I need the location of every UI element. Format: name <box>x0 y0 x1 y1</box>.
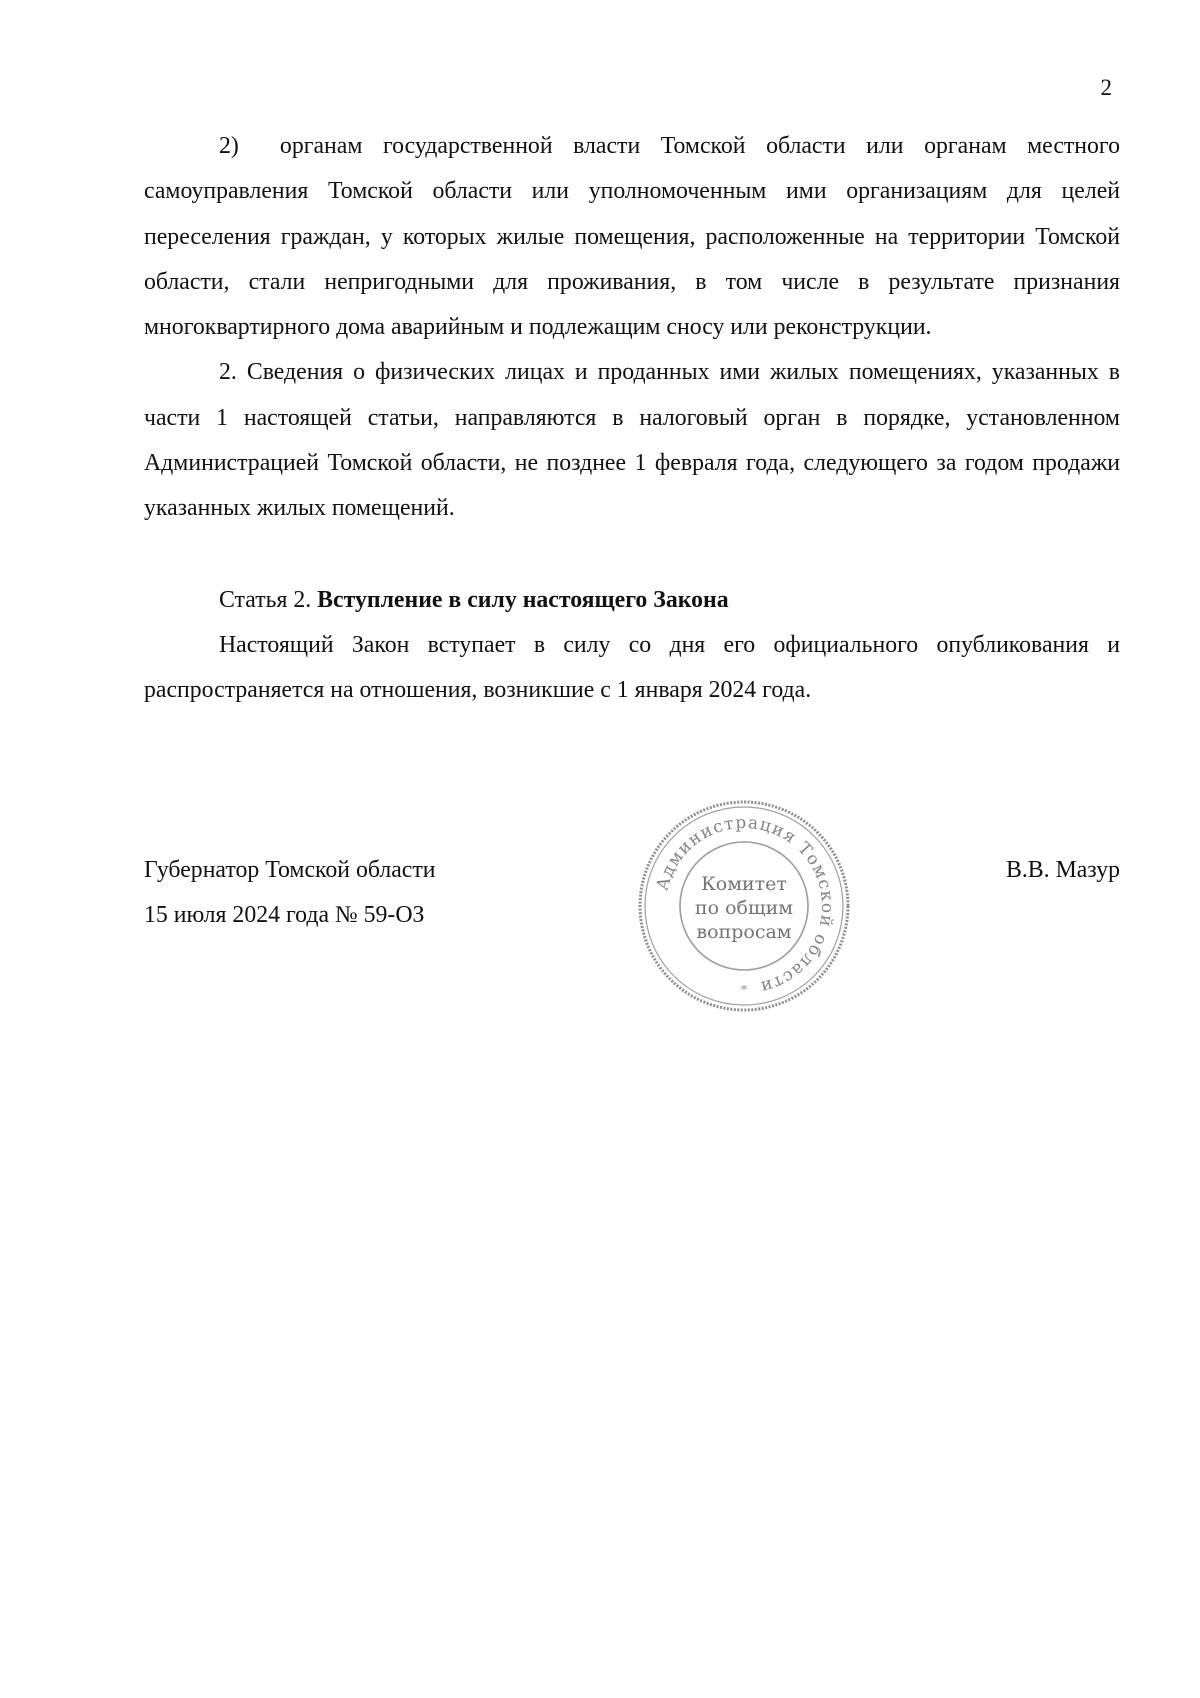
article-2-text: Настоящий Закон вступает в силу со дня его официального опубликования и распространяется на отношения, возникшие с 1 января 2024 года. <box>144 631 1120 704</box>
stamp-center-line-3: вопросам <box>696 921 792 943</box>
signature-left <box>144 848 436 938</box>
stamp-center-line-2: по общим <box>694 897 794 919</box>
section-spacer <box>144 532 1120 578</box>
article-2-title: Вступление в силу настоящего Закона <box>317 586 729 613</box>
stamp-center-line-1: Комитет <box>701 873 787 895</box>
page-number: 2 <box>1100 75 1112 100</box>
stamp-ring-text: Администрация Томской области <box>652 812 838 998</box>
law-date-number: 15 июля 2024 года № 59-ОЗ <box>144 902 425 928</box>
document-body <box>144 124 1120 714</box>
stamp-star-icon: * <box>740 983 748 998</box>
governor-position: Губернатор Томской области <box>144 857 436 883</box>
paragraph-part-2: 2. Сведения о физических лицах и проданных ими жилых помещениях, указанных в части 1 настоящей статьи, направляются в налоговый орган в порядке, установленном Администрацией Томской области, не позднее 1 февраля года, следующего за годом продажи указанных жилых помещений. <box>144 359 1120 522</box>
article-2-heading <box>144 578 1120 623</box>
article-2-number: Статья 2. <box>219 586 312 613</box>
official-stamp <box>636 798 852 1014</box>
paragraph-item-2: 2) органам государственной власти Томской области или органам местного самоуправления Томской области или уполномоченным ими организациям для целей переселения граждан, у которых жилые помещения, расположенные на территории Томской области, стали непригодными для проживания, в том числе в результате признания многоквартирного дома аварийным и подлежащим сносу или реконструкции. <box>144 133 1120 341</box>
governor-name: В.В. Мазур <box>1005 857 1120 883</box>
